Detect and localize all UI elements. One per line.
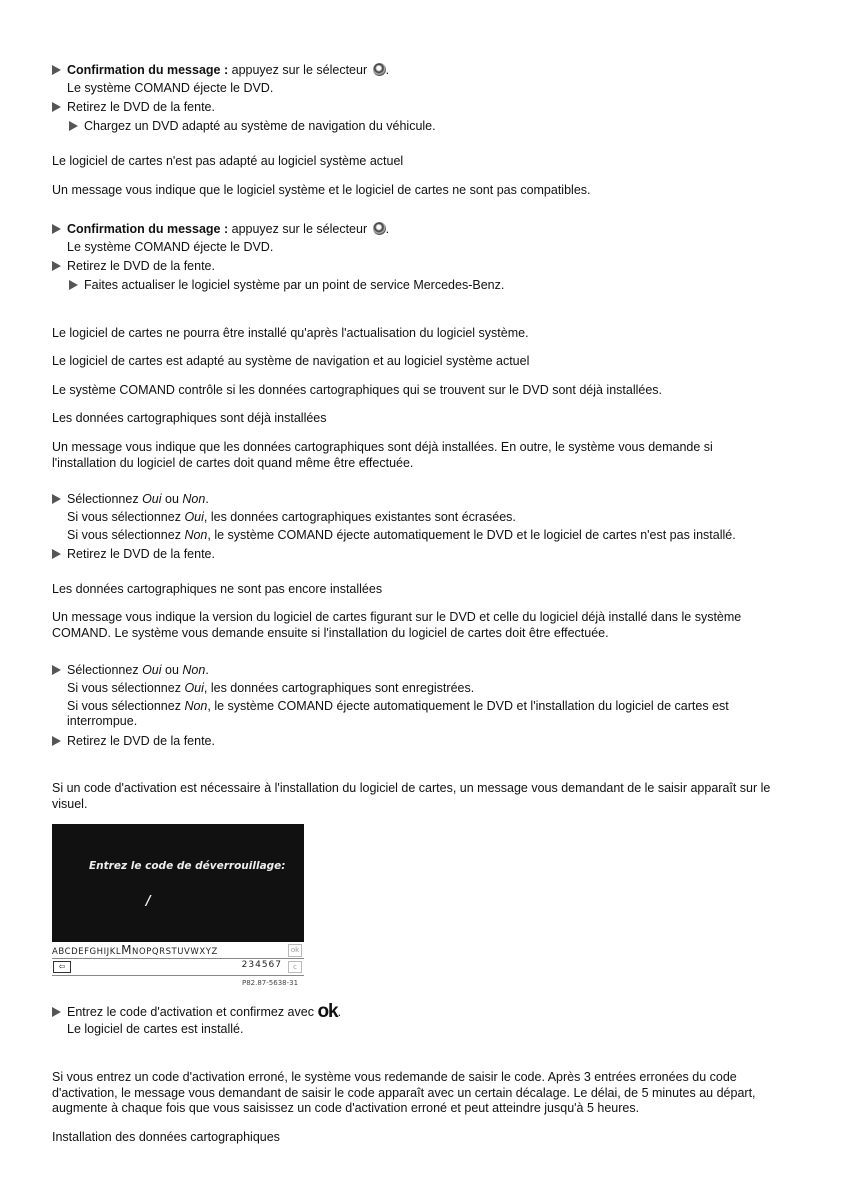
text-dot: . bbox=[205, 663, 209, 677]
comand-display-screen bbox=[52, 824, 304, 942]
result-line: Le logiciel de cartes est installé. bbox=[67, 1022, 244, 1036]
sub-instruction-line: Chargez un DVD adapté au système de navigation du véhicule. bbox=[84, 119, 436, 133]
text-select: Sélectionnez bbox=[67, 663, 143, 677]
instruction-line bbox=[67, 492, 209, 507]
paragraph-line: visuel. bbox=[52, 797, 88, 811]
unlock-code-prompt: Entrez le code de déverrouillage: bbox=[89, 860, 286, 872]
instruction-line: Confirmation du message : appuyez sur le sélecteur . bbox=[67, 222, 390, 236]
text-dot: . bbox=[205, 492, 209, 506]
instruction-text: appuyez sur le sélecteur bbox=[228, 222, 368, 236]
paragraph-line: d'activation, le message vous demandant de saisir le code apparaît avec un certain décalage. Le délai, de 5 minutes au départ, bbox=[52, 1086, 756, 1100]
option-oui: Oui bbox=[184, 510, 204, 524]
paragraph: Le système COMAND contrôle si les données cartographiques qui se trouvent sur le DVD sont déjà installées. bbox=[52, 383, 663, 397]
result-line bbox=[67, 510, 516, 525]
paragraph-line: Si vous entrez un code d'activation erroné, le système vous redemande de saisir le code. Après 3 entrées erronées du code bbox=[52, 1070, 737, 1084]
section-heading: Les données cartographiques ne sont pas encore installées bbox=[52, 582, 383, 596]
paragraph: Le logiciel de cartes ne pourra être installé qu'après l'actualisation du logiciel système. bbox=[52, 326, 529, 340]
bullet-arrow-icon bbox=[52, 224, 61, 234]
instruction-line: Confirmation du message : appuyez sur le sélecteur . bbox=[67, 63, 390, 77]
bullet-arrow-icon bbox=[52, 65, 61, 75]
text-if-select: Si vous sélectionnez bbox=[67, 681, 185, 695]
bullet-arrow-icon bbox=[52, 261, 61, 271]
instruction-bold: Confirmation du message : bbox=[67, 63, 229, 77]
bullet-arrow-icon bbox=[52, 494, 61, 504]
text-oui-result: , les données cartographiques existantes sont écrasées. bbox=[203, 510, 516, 524]
input-row bbox=[52, 958, 304, 976]
instruction-line: Retirez le DVD de la fente. bbox=[67, 734, 215, 748]
text-ou: ou bbox=[161, 663, 183, 677]
figure-reference: P82.87-5638-31 bbox=[242, 979, 299, 987]
sub-instruction-line: Faites actualiser le logiciel système par un point de service Mercedes-Benz. bbox=[84, 278, 505, 292]
result-line bbox=[67, 528, 736, 543]
section-heading: Installation des données cartographiques bbox=[52, 1130, 280, 1144]
paragraph-line: COMAND. Le système vous demande ensuite si l'installation du logiciel de cartes doit être effectuée. bbox=[52, 626, 609, 640]
selector-knob-icon bbox=[373, 63, 386, 76]
option-non: Non bbox=[182, 663, 206, 677]
clear-key[interactable]: c bbox=[288, 961, 302, 973]
bullet-arrow-icon bbox=[52, 736, 61, 746]
instruction-line: Entrez le code d'activation et confirmez avec ok. bbox=[67, 1001, 342, 1022]
text-if-select: Si vous sélectionnez bbox=[67, 510, 185, 524]
text-non-result: , le système COMAND éjecte automatiquement le DVD et l'installation du logiciel de cartes est bbox=[207, 699, 729, 713]
bullet-arrow-icon bbox=[52, 549, 61, 559]
instruction-line: Retirez le DVD de la fente. bbox=[67, 100, 215, 114]
character-bar bbox=[52, 942, 304, 958]
ok-key[interactable]: ok bbox=[288, 944, 302, 957]
instruction-line: Retirez le DVD de la fente. bbox=[67, 547, 215, 561]
option-non: Non bbox=[182, 492, 206, 506]
result-line: Le système COMAND éjecte le DVD. bbox=[67, 81, 274, 95]
paragraph: Un message vous indique que le logiciel système et le logiciel de cartes ne sont pas compatibles. bbox=[52, 183, 591, 197]
back-icon[interactable]: ⇦ bbox=[53, 961, 71, 973]
paragraph-line: Un message vous indique la version du logiciel de cartes figurant sur le DVD et celle du logiciel déjà installé dans le système bbox=[52, 610, 742, 624]
section-heading: Le logiciel de cartes est adapté au système de navigation et au logiciel système actuel bbox=[52, 354, 530, 368]
option-non: Non bbox=[184, 528, 208, 542]
entered-digits: 234567 bbox=[241, 960, 282, 970]
instruction-line bbox=[67, 663, 209, 678]
text-ou: ou bbox=[161, 492, 183, 506]
section-heading: Le logiciel de cartes n'est pas adapté au logiciel système actuel bbox=[52, 154, 404, 168]
instruction-text: Entrez le code d'activation et confirmez avec bbox=[67, 1005, 314, 1019]
alphabet-left[interactable]: ABCDEFGHIJKL bbox=[52, 947, 122, 957]
selector-knob-icon bbox=[373, 222, 386, 235]
paragraph-line: Un message vous indique que les données cartographiques sont déjà installées. En outre, le système vous demande si bbox=[52, 440, 713, 454]
ok-symbol: ok bbox=[317, 1001, 338, 1022]
text-if-select: Si vous sélectionnez bbox=[67, 699, 185, 713]
option-oui: Oui bbox=[184, 681, 204, 695]
instruction-text: appuyez sur le sélecteur bbox=[228, 63, 368, 77]
text-if-select: Si vous sélectionnez bbox=[67, 528, 185, 542]
result-line: Le système COMAND éjecte le DVD. bbox=[67, 240, 274, 254]
option-oui: Oui bbox=[142, 492, 162, 506]
result-line: interrompue. bbox=[67, 714, 138, 728]
section-heading: Les données cartographiques sont déjà installées bbox=[52, 411, 327, 425]
instruction-bold: Confirmation du message : bbox=[67, 222, 229, 236]
option-oui: Oui bbox=[142, 663, 162, 677]
paragraph-line: l'installation du logiciel de cartes doit quand même être effectuée. bbox=[52, 456, 414, 470]
bullet-arrow-icon bbox=[52, 1007, 61, 1017]
result-line bbox=[67, 699, 729, 714]
paragraph-line: augmente à chaque fois que vous saisissez un code d'activation erroné et peut atteindre jusqu'à 5 heures. bbox=[52, 1101, 640, 1115]
sub-bullet-arrow-icon bbox=[69, 280, 78, 290]
bullet-arrow-icon bbox=[52, 102, 61, 112]
paragraph-line: Si un code d'activation est nécessaire à l'installation du logiciel de cartes, un message vous demandant de le saisir apparaît sur le bbox=[52, 781, 771, 795]
option-non: Non bbox=[184, 699, 208, 713]
instruction-line: Retirez le DVD de la fente. bbox=[67, 259, 215, 273]
result-line bbox=[67, 681, 474, 696]
alphabet-right[interactable]: NOPQRSTUVWXYZ bbox=[132, 947, 218, 957]
text-oui-result: , les données cartographiques sont enregistrées. bbox=[203, 681, 475, 695]
bullet-arrow-icon bbox=[52, 665, 61, 675]
alphabet-selected-char[interactable]: M bbox=[121, 943, 133, 957]
text-select: Sélectionnez bbox=[67, 492, 143, 506]
sub-bullet-arrow-icon bbox=[69, 121, 78, 131]
text-non-result: , le système COMAND éjecte automatiquement le DVD et le logiciel de cartes n'est pas installé. bbox=[207, 528, 736, 542]
input-cursor: / bbox=[146, 894, 151, 909]
alphabet-row bbox=[52, 943, 218, 957]
